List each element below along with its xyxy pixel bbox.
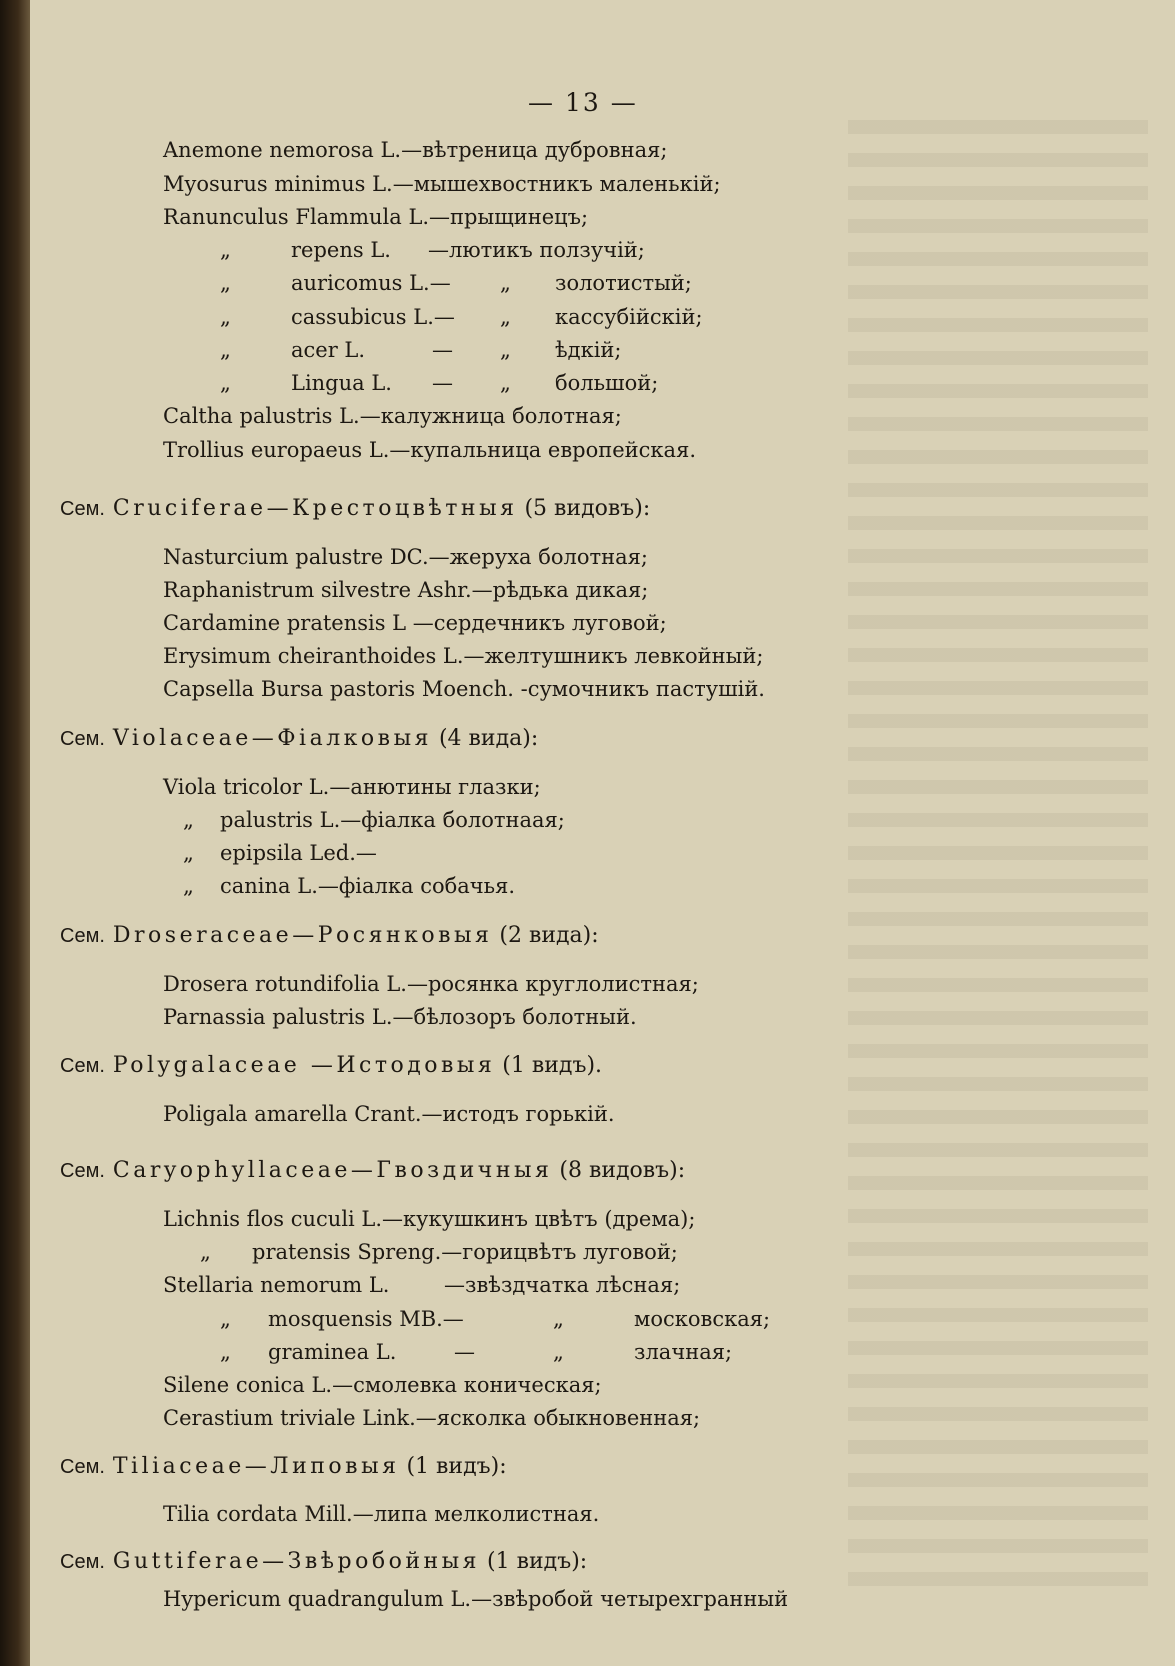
- species-line: Raphanistrum silvestre Ashr.—рѣдька дикая;: [163, 578, 649, 602]
- page-number: — 13 —: [528, 88, 638, 117]
- dash: —: [454, 1340, 475, 1364]
- ditto-mark: „: [183, 874, 194, 898]
- species-line: Lichnis flos cuculi L.—кукушкинъ цвѣтъ (дрема);: [163, 1207, 696, 1231]
- ditto-mark: „: [500, 271, 511, 295]
- dash: —: [432, 338, 453, 362]
- species-line: Trollius europaeus L.—купальница европейская.: [163, 438, 696, 462]
- book-page: [28, 0, 1175, 1666]
- species-epithet: acer L.: [291, 338, 366, 362]
- species-line: Stellaria nemorum L.: [163, 1273, 390, 1297]
- ditto-mark: „: [500, 338, 511, 362]
- species-russian: большой;: [555, 371, 659, 395]
- species-russian: московская;: [634, 1307, 771, 1331]
- species-russian: злачная;: [634, 1340, 733, 1364]
- ditto-mark: „: [500, 305, 511, 329]
- ditto-mark: „: [220, 1307, 231, 1331]
- species-russian: —звѣздчатка лѣсная;: [444, 1273, 681, 1297]
- ditto-mark: „: [183, 808, 194, 832]
- family-heading: Сем. Cruciferae—Крестоцвѣтныя (5 видовъ):: [60, 496, 651, 521]
- species-line: Viola tricolor L.—анютины глазки;: [163, 775, 541, 799]
- species-line: Caltha palustris L.—калужница болотная;: [163, 404, 622, 428]
- species-epithet: graminea L.: [268, 1340, 397, 1364]
- ditto-mark: „: [220, 338, 231, 362]
- species-line: Parnassia palustris L.—бѣлозоръ болотный.: [163, 1005, 637, 1029]
- species-line: epipsila Led.—: [220, 841, 377, 865]
- family-heading: Сем. Violaceae—Фіалковыя (4 вида):: [60, 726, 539, 751]
- book-gutter: [0, 0, 30, 1666]
- species-line: Silene conica L.—смолевка коническая;: [163, 1373, 602, 1397]
- species-line: Erysimum cheiranthoides L.—желтушникъ левкойный;: [163, 644, 764, 668]
- species-line: Cerastium triviale Link.—ясколка обыкновенная;: [163, 1406, 701, 1430]
- species-line: pratensis Spreng.—горицвѣтъ луговой;: [252, 1240, 678, 1264]
- ditto-mark: „: [553, 1340, 564, 1364]
- family-heading: Сем. Tiliaceae—Липовыя (1 видъ):: [60, 1454, 507, 1479]
- ditto-mark: „: [183, 841, 194, 865]
- species-epithet: Lingua L.: [291, 371, 392, 395]
- species-line: Poligala amarella Crant.—истодъ горькій.: [163, 1102, 615, 1126]
- ditto-mark: „: [220, 305, 231, 329]
- family-heading: Сем. Droseraceae—Росянковыя (2 вида):: [60, 923, 599, 948]
- species-russian: золотистый;: [555, 271, 692, 295]
- ditto-mark: „: [220, 1340, 231, 1364]
- species-epithet: cassubicus L.—: [291, 305, 455, 329]
- family-heading: Сем. Polygalaceae —Истодовыя (1 видъ).: [60, 1053, 603, 1078]
- species-line: Tilia cordata Mill.—липа мелколистная.: [163, 1502, 600, 1526]
- ditto-mark: „: [220, 371, 231, 395]
- species-russian: ѣдкій;: [555, 338, 622, 362]
- species-line: Ranunculus Flammula L.—прыщинецъ;: [163, 205, 589, 229]
- family-heading: Сем. Caryophyllaceae—Гвоздичныя (8 видовъ):: [60, 1158, 686, 1183]
- dash: —: [432, 371, 453, 395]
- species-epithet: auricomus L.—: [291, 271, 451, 295]
- ditto-mark: „: [500, 371, 511, 395]
- species-line: Anemone nemorosa L.—вѣтреница дубровная;: [163, 138, 668, 162]
- species-line: canina L.—фіалка собачья.: [220, 874, 516, 898]
- species-line: Hypericum quadrangulum L.—звѣробой четырехгранный: [163, 1587, 789, 1611]
- species-line: palustris L.—фіалка болотнаая;: [220, 808, 565, 832]
- ditto-mark: „: [220, 271, 231, 295]
- ditto-mark: „: [200, 1240, 211, 1264]
- species-line: Cardamine pratensis L —сердечникъ луговой;: [163, 611, 667, 635]
- species-epithet: repens L.: [291, 238, 391, 262]
- species-line: Capsella Bursa pastoris Moench. -сумочникъ пастушій.: [163, 677, 765, 701]
- species-epithet: mosquensis MB.—: [268, 1307, 464, 1331]
- family-heading: Сем. Guttiferae—Звѣробойныя (1 видъ):: [60, 1549, 588, 1574]
- species-line: Drosera rotundifolia L.—росянка круглолистная;: [163, 972, 699, 996]
- bleed-through-text: [848, 120, 1148, 1600]
- species-russian: —лютикъ ползучій;: [428, 238, 645, 262]
- species-russian: кассубійскій;: [555, 305, 703, 329]
- species-line: Nasturcium palustre DC.—жеруха болотная;: [163, 545, 648, 569]
- ditto-mark: „: [553, 1307, 564, 1331]
- species-line: Myosurus minimus L.—мышехвостникъ маленькій;: [163, 172, 721, 196]
- ditto-mark: „: [220, 238, 231, 262]
